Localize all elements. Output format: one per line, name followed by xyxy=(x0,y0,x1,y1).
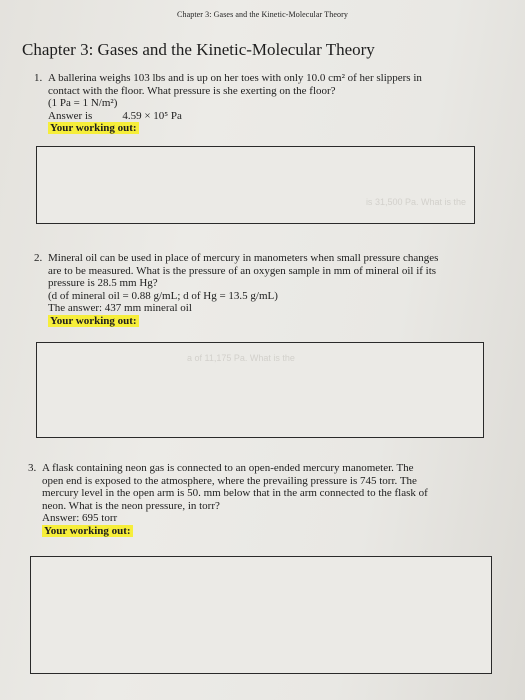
answer-line xyxy=(42,512,508,525)
answer-label: The answer: 437 mm mineral oil xyxy=(48,302,192,314)
show-through-text: a of 11,175 Pa. What is the xyxy=(187,353,295,363)
question-3 xyxy=(28,462,508,537)
question-text-line: (1 Pa = 1 N/m²) xyxy=(48,97,118,109)
working-out-box-3[interactable] xyxy=(30,556,492,674)
working-out-label: Your working out: xyxy=(50,314,137,327)
question-text-line: (d of mineral oil = 0.88 g/mL; d of Hg = 13.5 g/mL) xyxy=(48,289,278,302)
question-number: 1. xyxy=(34,72,43,84)
answer-value: 4.59 × 10⁵ Pa xyxy=(122,109,182,122)
working-out-label: Your working out: xyxy=(44,524,131,537)
question-text-line: Mineral oil can be used in place of mercury in manometers when small pressure changes xyxy=(48,252,439,264)
question-text-line: pressure is 28.5 mm Hg? xyxy=(48,277,158,289)
question-number: 2. xyxy=(34,252,43,264)
answer-label: Answer is xyxy=(48,109,93,122)
page-title: Chapter 3: Gases and the Kinetic-Molecular Theory xyxy=(22,40,375,59)
question-1 xyxy=(34,72,504,135)
question-2 xyxy=(34,252,504,327)
working-out-box-2[interactable] xyxy=(36,342,484,438)
answer-line xyxy=(48,302,504,315)
question-text-line: open end is exposed to the atmosphere, where the prevailing pressure is 745 torr. The xyxy=(42,474,417,487)
show-through-text: is 31,500 Pa. What is the xyxy=(365,197,466,207)
question-number: 3. xyxy=(28,462,37,474)
running-header: Chapter 3: Gases and the Kinetic-Molecular Theory xyxy=(177,10,348,19)
question-text-line: A flask containing neon gas is connected to an open-ended mercury manometer. The xyxy=(42,462,414,474)
question-text-line: are to be measured. What is the pressure of an oxygen sample in mm of mineral oil if its xyxy=(48,264,437,277)
question-text-line: neon. What is the neon pressure, in torr? xyxy=(42,499,220,512)
question-text-line: mercury level in the open arm is 50. mm below that in the arm connected to the flask of xyxy=(42,487,428,499)
question-text-line: A ballerina weighs 103 lbs and is up on her toes with only 10.0 cm² of her slippers in xyxy=(48,72,422,84)
working-out-box-1[interactable] xyxy=(36,146,475,224)
working-out-label: Your working out: xyxy=(50,122,137,134)
answer-label: Answer: 695 torr xyxy=(42,512,118,524)
answer-line xyxy=(48,110,504,123)
question-text-line: contact with the floor. What pressure is she exerting on the floor? xyxy=(48,84,336,97)
